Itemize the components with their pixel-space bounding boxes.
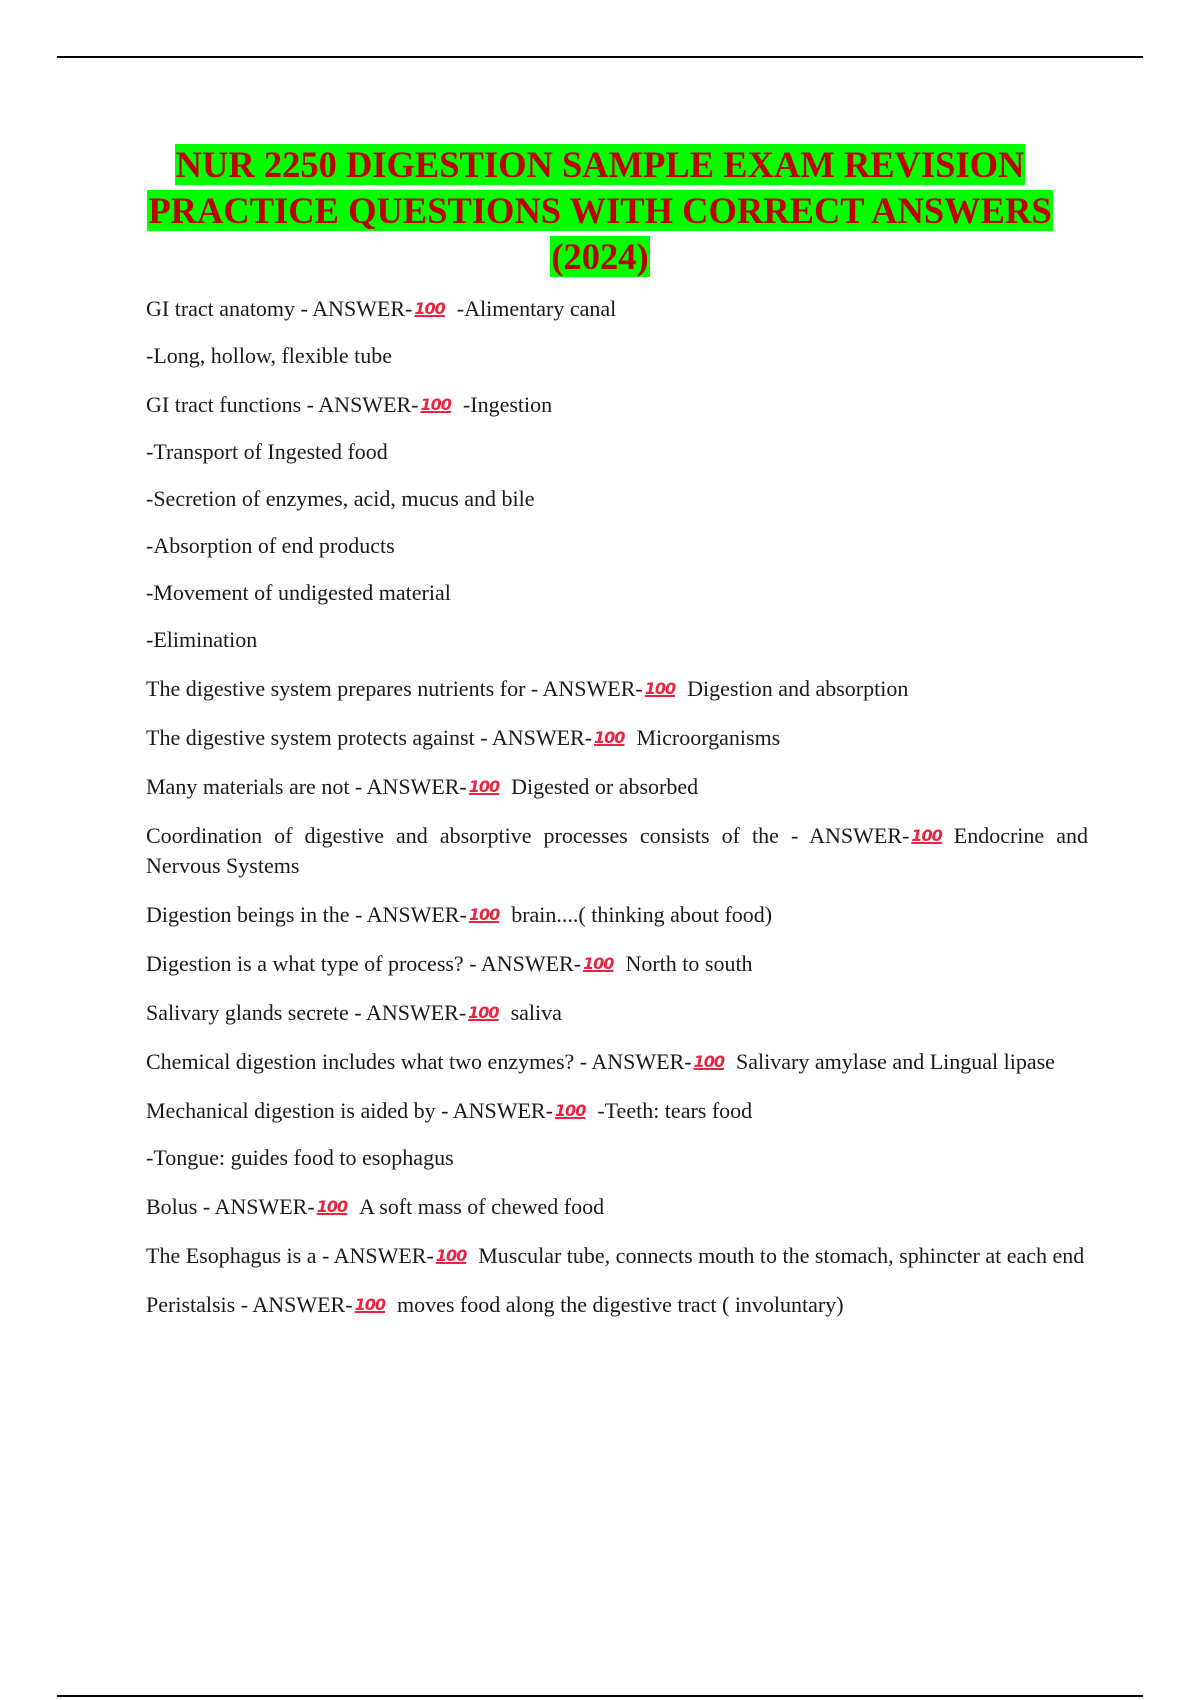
qa-entry <box>146 390 1088 420</box>
hundred-points-icon: 100 <box>468 777 500 796</box>
title-line-2: PRACTICE QUESTIONS WITH CORRECT ANSWERS <box>148 190 1052 231</box>
qa-entry <box>146 1290 1088 1320</box>
qa-entry <box>146 1192 1088 1222</box>
hundred-points-icon: 100 <box>316 1197 348 1216</box>
answer-text: North to south <box>625 951 753 976</box>
bottom-rule <box>57 1695 1143 1697</box>
answer-text: brain....( thinking about food) <box>511 902 773 927</box>
answer-marker: ANSWER- <box>366 902 467 927</box>
hundred-points-icon: 100 <box>468 905 500 924</box>
qa-entry <box>146 772 1088 802</box>
answer-continuation-line: -Secretion of enzymes, acid, mucus and bile <box>146 486 535 511</box>
question-text: Salivary glands secrete - <box>146 1000 366 1025</box>
hundred-points-icon: 100 <box>468 1003 499 1022</box>
answer-marker: ANSWER- <box>480 951 582 976</box>
answer-continuation-line: -Transport of Ingested food <box>146 439 388 464</box>
question-text: Bolus - <box>146 1194 215 1219</box>
hundred-points-icon: 100 <box>354 1295 385 1314</box>
hundred-points-icon: 100 <box>644 679 676 698</box>
question-text: The Esophagus is a - <box>146 1243 334 1268</box>
answer-marker: ANSWER- <box>318 392 419 417</box>
answer-text: Endocrine and Nervous Systems <box>146 823 1088 878</box>
question-text: The digestive system protects against - <box>146 725 492 750</box>
top-rule <box>57 56 1143 58</box>
answer-text: Muscular tube, connects mouth to the stomach, sphincter at each end <box>478 1243 1085 1268</box>
answer-text: -Teeth: tears food <box>597 1098 753 1123</box>
answer-continuation-line: -Long, hollow, flexible tube <box>146 343 393 368</box>
qa-entry <box>146 674 1088 704</box>
question-text: GI tract functions - <box>146 392 319 417</box>
document-title <box>60 142 1140 280</box>
question-text: Chemical digestion includes what two enzymes? - <box>146 1049 592 1074</box>
answer-marker: ANSWER- <box>366 774 467 799</box>
question-text: Many materials are not - <box>146 774 367 799</box>
answer-text: -Ingestion <box>462 392 553 417</box>
answer-text: -Alimentary canal <box>456 296 617 321</box>
hundred-points-icon: 100 <box>594 728 625 747</box>
answer-text: Digestion and absorption <box>687 676 909 701</box>
qa-entry <box>146 998 1088 1028</box>
answer-continuation-line: -Absorption of end products <box>146 533 395 558</box>
answer-marker: ANSWER- <box>591 1049 692 1074</box>
answer-marker: ANSWER- <box>452 1098 553 1123</box>
qa-entry <box>146 949 1088 979</box>
answer-text: Microorganisms <box>636 725 781 750</box>
question-text: Mechanical digestion is aided by - <box>146 1098 453 1123</box>
answer-text: Digested or absorbed <box>511 774 699 799</box>
title-line-3: (2024) <box>551 236 649 277</box>
answer-continuation-line: -Elimination <box>146 627 258 652</box>
hundred-points-icon: 100 <box>693 1052 725 1071</box>
answer-marker: ANSWER- <box>214 1194 315 1219</box>
answer-marker: ANSWER- <box>365 1000 467 1025</box>
answer-marker: ANSWER- <box>312 296 413 321</box>
qa-entry <box>146 1096 1088 1126</box>
answer-marker: ANSWER- <box>333 1243 434 1268</box>
question-text: Digestion beings in the - <box>146 902 367 927</box>
qa-entry <box>146 1241 1088 1271</box>
hundred-points-icon: 100 <box>583 954 614 973</box>
question-text: The digestive system prepares nutrients for - <box>146 676 543 701</box>
answer-marker: ANSWER- <box>252 1292 353 1317</box>
answer-marker: ANSWER- <box>542 676 643 701</box>
qa-entry <box>146 821 1088 881</box>
qa-list <box>146 294 1088 1320</box>
answer-continuation-line: -Movement of undigested material <box>146 580 451 605</box>
qa-entry <box>146 723 1088 753</box>
title-line-1: NUR 2250 DIGESTION SAMPLE EXAM REVISION <box>175 144 1025 185</box>
question-text: Peristalsis - <box>146 1292 253 1317</box>
answer-text: Salivary amylase and Lingual lipase <box>736 1049 1055 1074</box>
question-text: GI tract anatomy - <box>146 296 313 321</box>
qa-entry <box>146 900 1088 930</box>
question-text: Coordination of digestive and absorptive processes consists of the - <box>146 823 810 848</box>
hundred-points-icon: 100 <box>911 826 942 845</box>
answer-text: moves food along the digestive tract ( involuntary) <box>396 1292 844 1317</box>
answer-marker: ANSWER- <box>809 823 910 848</box>
qa-entry <box>146 294 1088 324</box>
hundred-points-icon: 100 <box>414 299 445 318</box>
answer-text: saliva <box>510 1000 562 1025</box>
answer-text: A soft mass of chewed food <box>359 1194 605 1219</box>
question-text: Digestion is a what type of process? - <box>146 951 481 976</box>
qa-entry <box>146 1047 1088 1077</box>
answer-continuation-line: -Tongue: guides food to esophagus <box>146 1145 454 1170</box>
hundred-points-icon: 100 <box>420 395 451 414</box>
hundred-points-icon: 100 <box>435 1246 467 1265</box>
answer-marker: ANSWER- <box>491 725 593 750</box>
hundred-points-icon: 100 <box>554 1101 586 1120</box>
